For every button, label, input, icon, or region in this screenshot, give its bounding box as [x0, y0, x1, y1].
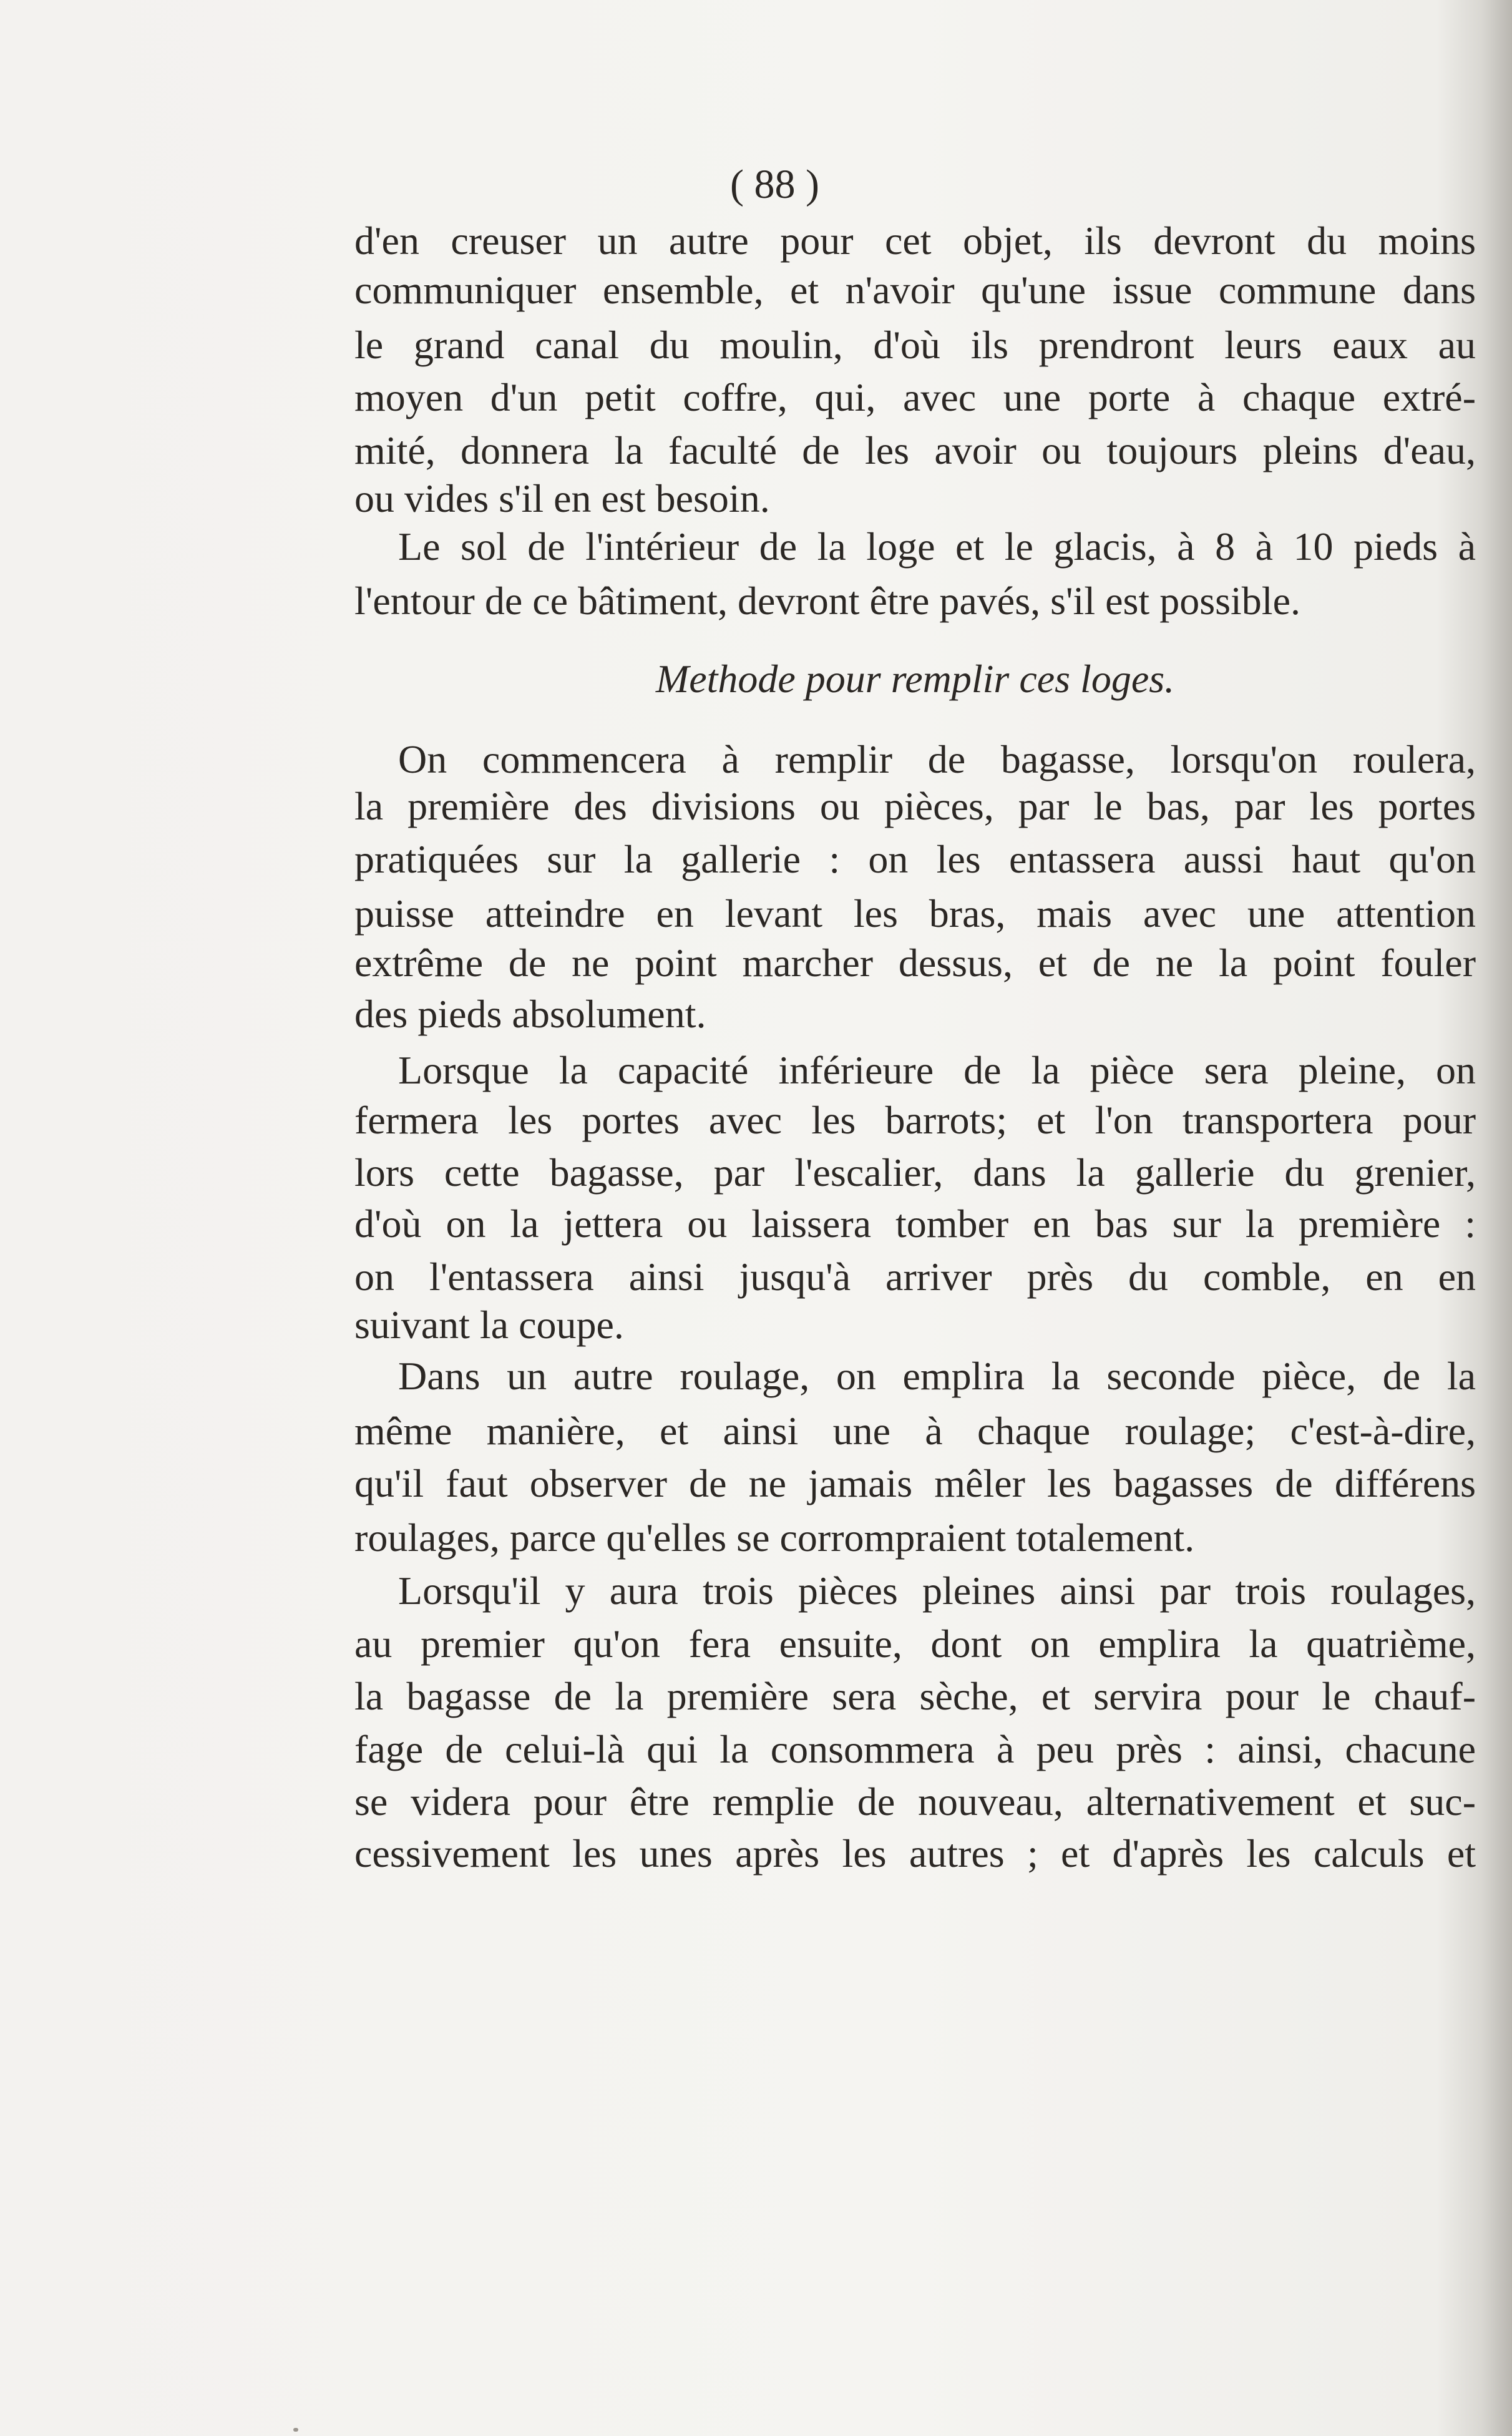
- line-text: la bagasse de la première sera sèche, et servira pour le chauf-: [354, 1674, 1476, 1718]
- text-line: [354, 780, 1476, 833]
- text-line: [354, 1405, 1476, 1457]
- line-text: la première des divisions ou pièces, par le bas, par les portes: [354, 784, 1476, 828]
- text-line: [354, 1827, 1476, 1880]
- line-text: Lorsque la capacité inférieure de la pièce sera pleine, on: [398, 1048, 1476, 1092]
- line-text: Lorsqu'il y aura trois pièces pleines ainsi par trois roulages,: [398, 1568, 1476, 1613]
- line-text: des pieds absolument.: [354, 992, 706, 1036]
- text-line: [398, 1350, 1476, 1402]
- line-text: pratiquées sur la gallerie : on les entassera aussi haut qu'on: [354, 837, 1476, 881]
- text-line: [354, 264, 1476, 316]
- line-text: Methode pour remplir ces loges.: [655, 657, 1175, 701]
- text-line: [354, 1670, 1476, 1723]
- text-line: [354, 319, 1476, 371]
- text-line: [398, 1565, 1476, 1617]
- line-text: d'où on la jettera ou laissera tomber en bas sur la première :: [354, 1201, 1476, 1246]
- line-text: puisse atteindre en levant les bras, mais avec une attention: [354, 891, 1476, 936]
- text-line: [354, 1618, 1476, 1670]
- text-line: [354, 937, 1476, 989]
- text-line: [398, 1044, 1476, 1097]
- text-line: [354, 472, 1476, 525]
- line-text: Dans un autre roulage, on emplira la seconde pièce, de la: [398, 1354, 1476, 1398]
- text-line: [354, 1299, 1476, 1351]
- line-text: l'entour de ce bâtiment, devront être pavés, s'il est possible.: [354, 579, 1300, 623]
- text-line: [354, 1723, 1476, 1776]
- text-line: [354, 1147, 1476, 1199]
- line-text: roulages, parce qu'elles se corrompraient totalement.: [354, 1515, 1195, 1560]
- text-line: [354, 1251, 1476, 1303]
- line-text: communiquer ensemble, et n'avoir qu'une issue commune dans: [354, 268, 1476, 312]
- text-line: [398, 521, 1476, 573]
- line-text: cessivement les unes après les autres ; et d'après les calculs et: [354, 1831, 1476, 1876]
- text-line: [354, 833, 1476, 886]
- line-text: Le sol de l'intérieur de la loge et le glacis, à 8 à 10 pieds à: [398, 524, 1476, 569]
- text-line: [354, 988, 1476, 1040]
- line-text: fage de celui-là qui la consommera à peu près : ainsi, chacune: [354, 1727, 1476, 1771]
- line-text: suivant la coupe.: [354, 1303, 624, 1347]
- line-text: fermera les portes avec les barrots; et l'on transportera pour: [354, 1098, 1476, 1142]
- text-line: [354, 888, 1476, 940]
- line-text: le grand canal du moulin, d'où ils prendront leurs eaux au: [354, 323, 1476, 367]
- line-text: même manière, et ainsi une à chaque roulage; c'est-à-dire,: [354, 1409, 1476, 1453]
- text-line: [354, 1198, 1476, 1250]
- text-line: [354, 371, 1476, 424]
- line-text: qu'il faut observer de ne jamais mêler les bagasses de différens: [354, 1461, 1476, 1505]
- line-text: moyen d'un petit coffre, qui, avec une porte à chaque extré-: [354, 375, 1476, 419]
- line-text: lors cette bagasse, par l'escalier, dans la gallerie du grenier,: [354, 1150, 1476, 1195]
- text-line: [354, 1094, 1476, 1147]
- line-text: au premier qu'on fera ensuite, dont on emplira la quatrième,: [354, 1622, 1476, 1666]
- text-line: [354, 1776, 1476, 1828]
- line-text: mité, donnera la faculté de les avoir ou toujours pleins d'eau,: [354, 428, 1476, 472]
- scan-speck: [293, 2428, 298, 2432]
- line-text: d'en creuser un autre pour cet objet, ils devront du moins: [354, 218, 1476, 263]
- text-line: [398, 733, 1476, 786]
- section-heading: [354, 653, 1476, 705]
- line-text: ou vides s'il en est besoin.: [354, 476, 770, 521]
- page-number: ( 88 ): [730, 162, 819, 207]
- line-text: se videra pour être remplie de nouveau, alternativement et suc-: [354, 1779, 1476, 1824]
- text-line: [354, 1512, 1476, 1564]
- line-text: extrême de ne point marcher dessus, et de ne la point fouler: [354, 941, 1476, 985]
- text-line: [354, 215, 1476, 267]
- text-line: [354, 1457, 1476, 1510]
- text-line: [354, 424, 1476, 477]
- line-text: on l'entassera ainsi jusqu'à arriver près du comble, en en: [354, 1255, 1476, 1299]
- line-text: On commencera à remplir de bagasse, lorsqu'on roulera,: [398, 737, 1476, 781]
- text-line: [354, 575, 1476, 627]
